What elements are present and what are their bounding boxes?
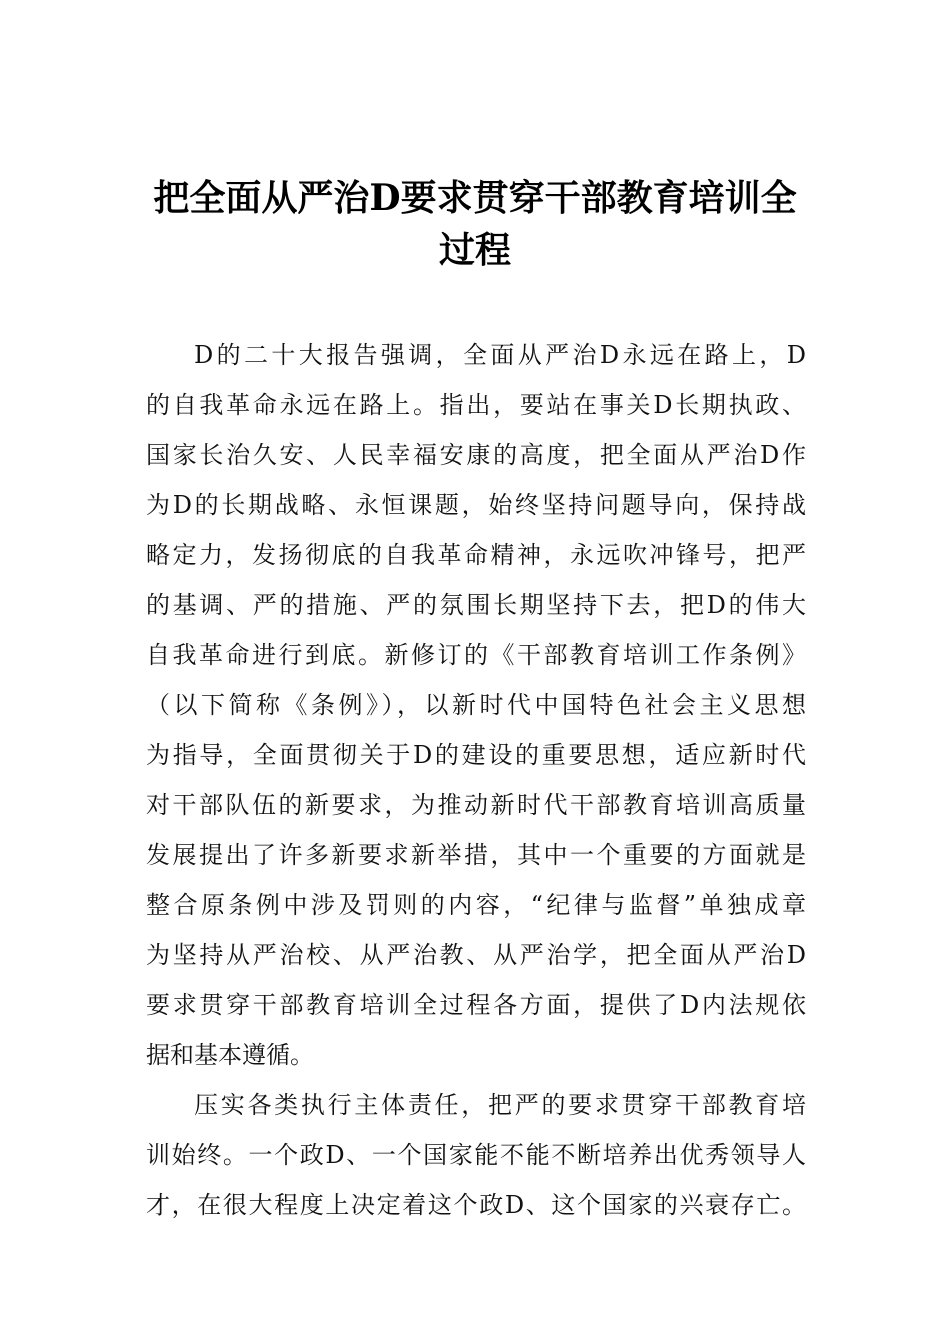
text-line: 整合原条例中涉及罚则的内容，“纪律与监督”单独成章	[146, 891, 806, 919]
text-line: 的基调、严的措施、严的氛围长期坚持下去，把D的伟大	[146, 591, 806, 619]
text-line: 的自我革命永远在路上。指出，要站在事关D长期执政、	[146, 391, 806, 419]
text-line: 据和基本遵循。	[146, 1041, 314, 1069]
title-line: 过程	[438, 229, 511, 271]
paragraph-2	[146, 1080, 806, 1230]
text-line: 为指导，全面贯彻关于D的建设的重要思想，适应新时代	[146, 741, 806, 769]
text-line: 略定力，发扬彻底的自我革命精神，永远吹冲锋号，把严	[146, 541, 806, 569]
text-line: 要求贯穿干部教育培训全过程各方面，提供了D内法规依	[146, 991, 806, 1019]
text-line: 发展提出了许多新要求新举措，其中一个重要的方面就是	[146, 841, 806, 869]
text-line: 才，在很大程度上决定着这个政D、这个国家的兴衰存亡。	[146, 1191, 806, 1219]
title-line: 把全面从严治D要求贯穿干部教育培训全	[153, 177, 797, 219]
text-line: 国家长治久安、人民幸福安康的高度，把全面从严治D作	[146, 441, 806, 469]
text-line: 为坚持从严治校、从严治教、从严治学，把全面从严治D	[146, 941, 806, 969]
paragraph-1	[146, 330, 806, 1080]
text-line: 训始终。一个政D、一个国家能不能不断培养出优秀领导人	[146, 1141, 806, 1169]
text-line: 压实各类执行主体责任，把严的要求贯穿干部教育培	[194, 1091, 806, 1119]
document-body	[146, 330, 806, 1230]
text-line: （以下简称《条例》），以新时代中国特色社会主义思想	[146, 691, 806, 719]
text-line: D的二十大报告强调，全面从严治D永远在路上，D	[194, 341, 806, 369]
text-line: 对干部队伍的新要求，为推动新时代干部教育培训高质量	[146, 791, 806, 819]
document-title	[140, 172, 810, 276]
text-line: 自我革命进行到底。新修订的《干部教育培训工作条例》	[146, 641, 806, 669]
text-line: 为D的长期战略、永恒课题，始终坚持问题导向，保持战	[146, 491, 806, 519]
